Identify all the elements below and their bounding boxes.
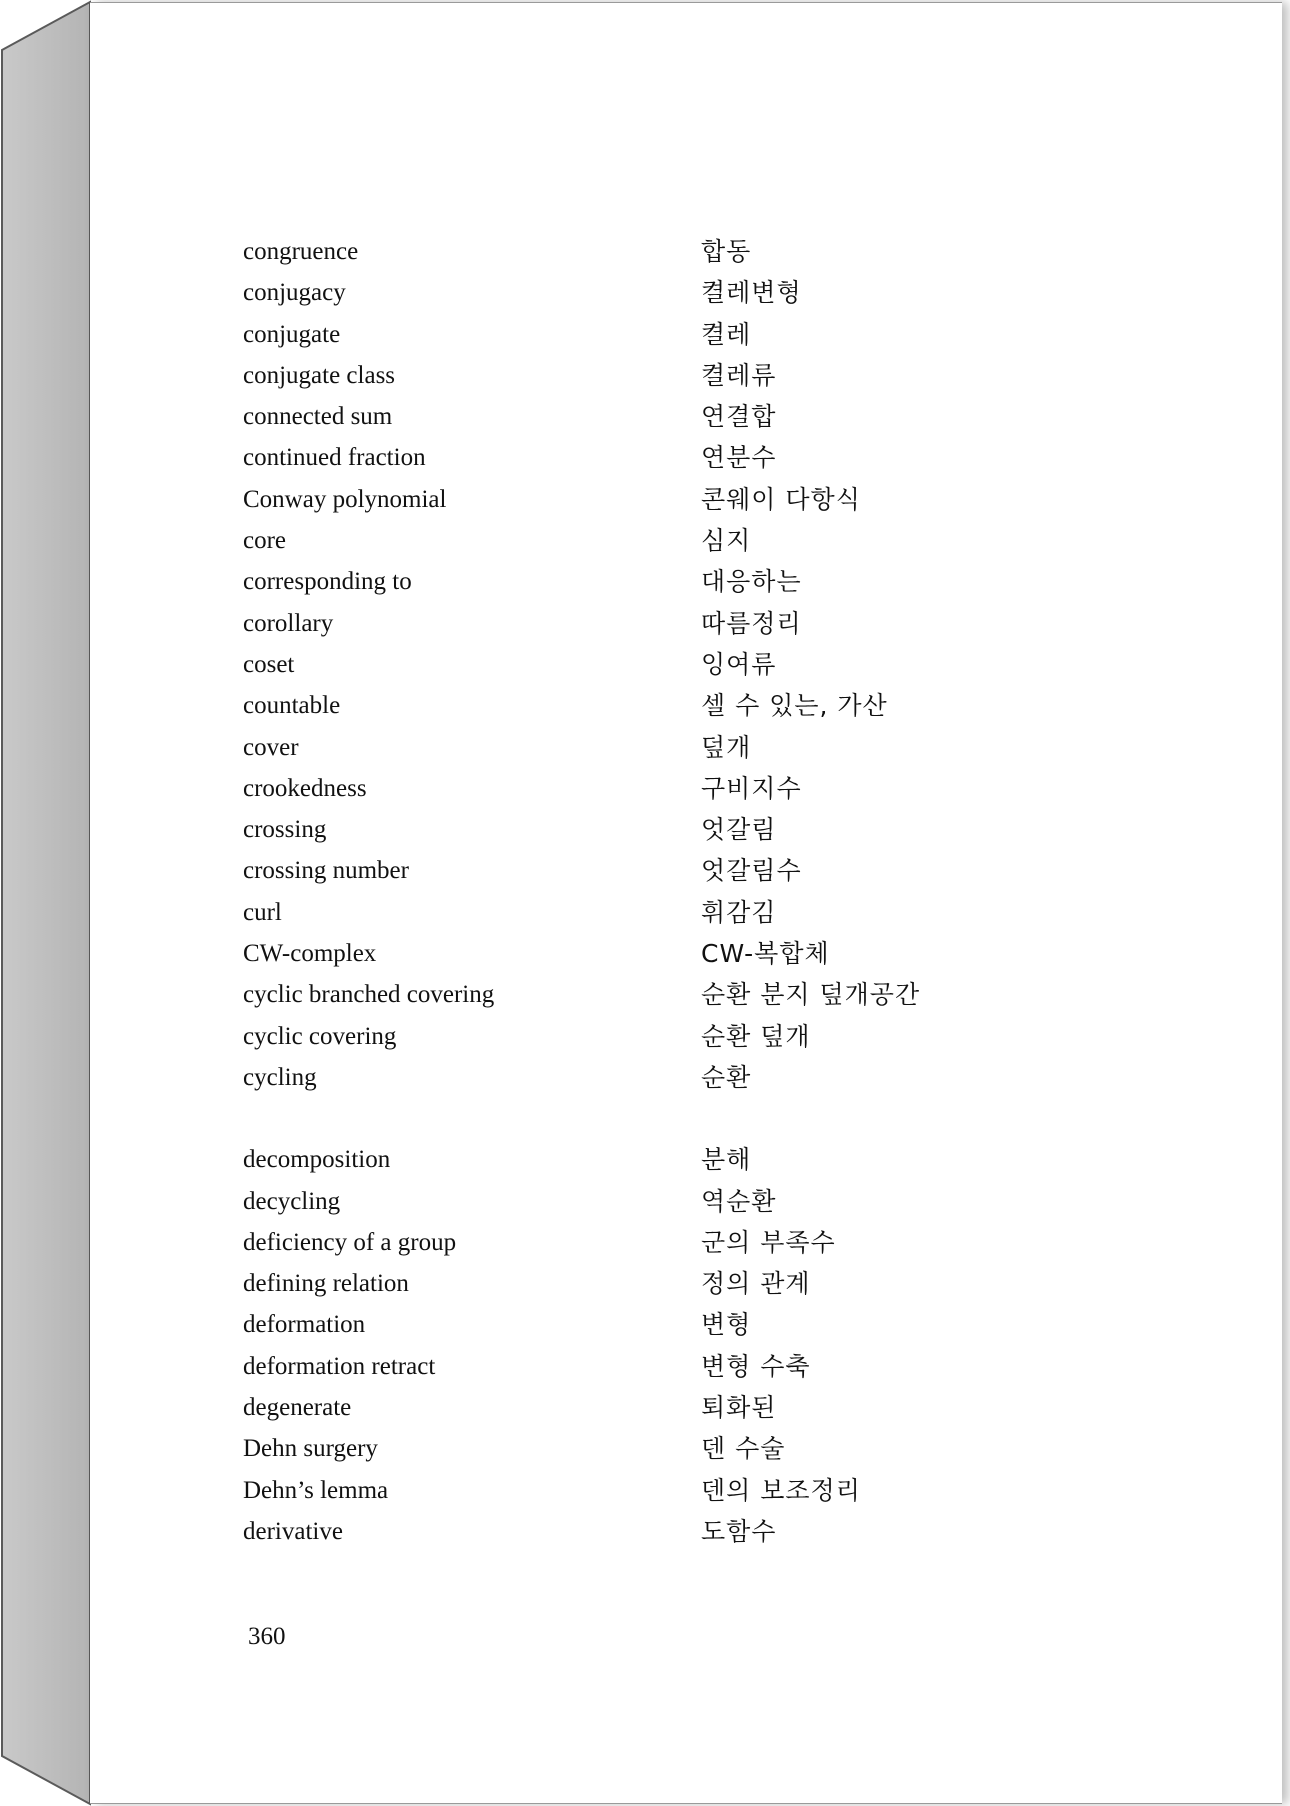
korean-term: CW-복합체	[701, 939, 830, 969]
glossary-entry	[243, 272, 1043, 313]
korean-term: 변형 수축	[701, 1351, 811, 1381]
english-term: crookedness	[243, 774, 367, 802]
glossary-list	[243, 231, 1043, 1552]
glossary-entry	[243, 520, 1043, 561]
english-term: Dehn surgery	[243, 1435, 378, 1463]
korean-term: 켤레변형	[701, 278, 802, 308]
english-term: deformation retract	[243, 1352, 436, 1380]
glossary-entry	[243, 437, 1043, 478]
korean-term: 구비지수	[701, 773, 802, 803]
korean-term: 연분수	[701, 443, 777, 473]
korean-term: 켤레류	[701, 360, 777, 390]
korean-term: 덮개	[701, 732, 752, 762]
english-term: deformation	[243, 1311, 366, 1339]
english-term: cover	[243, 733, 299, 761]
glossary-entry	[243, 727, 1043, 768]
glossary-entry	[243, 1304, 1043, 1345]
korean-term: 덴의 보조정리	[701, 1475, 861, 1505]
glossary-entry	[243, 1428, 1043, 1469]
english-term: crossing	[243, 816, 327, 844]
english-term: degenerate	[243, 1394, 352, 1422]
glossary-entry	[243, 1222, 1043, 1263]
english-term: defining relation	[243, 1270, 409, 1298]
korean-term: 순환	[701, 1062, 752, 1092]
glossary-entry	[243, 231, 1043, 272]
english-term: countable	[243, 692, 341, 720]
korean-term: 엇갈림수	[701, 856, 802, 886]
korean-term: 변형	[701, 1310, 752, 1340]
english-term: corollary	[243, 609, 334, 637]
english-term: congruence	[243, 238, 359, 265]
english-term: core	[243, 527, 287, 555]
korean-term: 콘웨이 다항식	[701, 484, 861, 514]
english-term: Conway polynomial	[243, 485, 447, 513]
english-term: decycling	[243, 1187, 341, 1215]
glossary-entry	[243, 396, 1043, 437]
glossary-entry	[243, 850, 1043, 891]
korean-term: 엇갈림	[701, 815, 777, 845]
english-term: derivative	[243, 1517, 343, 1545]
glossary-entry	[243, 768, 1043, 809]
glossary-entry	[243, 479, 1043, 520]
english-term: CW-complex	[243, 940, 377, 968]
korean-term: 순환 덮개	[701, 1021, 811, 1051]
korean-term: 휘감김	[701, 897, 777, 927]
book-page	[90, 2, 1282, 1804]
korean-term: 연결합	[701, 402, 777, 432]
english-term: connected sum	[243, 403, 393, 431]
english-term: deficiency of a group	[243, 1228, 457, 1256]
korean-term: 군의 부족수	[701, 1227, 836, 1257]
korean-term: 퇴화된	[701, 1393, 777, 1423]
english-term: cyclic covering	[243, 1022, 397, 1050]
glossary-entry	[243, 644, 1043, 685]
english-term: curl	[243, 898, 282, 926]
korean-term: 분해	[701, 1145, 752, 1175]
glossary-entry	[243, 603, 1043, 644]
glossary-entry	[243, 1387, 1043, 1428]
english-term: conjugate class	[243, 361, 396, 389]
korean-term: 합동	[701, 237, 752, 266]
english-term: coset	[243, 650, 295, 678]
page-number: 360	[248, 1623, 286, 1650]
glossary-entry	[243, 1470, 1043, 1511]
korean-term: 역순환	[701, 1186, 777, 1216]
korean-term: 심지	[701, 526, 752, 556]
korean-term: 셀 수 있는, 가산	[701, 691, 888, 721]
korean-term: 잉여류	[701, 649, 777, 679]
korean-term: 정의 관계	[701, 1269, 811, 1299]
english-term: cyclic branched covering	[243, 981, 495, 1009]
glossary-entry	[243, 892, 1043, 933]
glossary-entry	[243, 1057, 1043, 1098]
korean-term: 덴 수술	[701, 1434, 786, 1464]
book-spine	[0, 0, 92, 1806]
glossary-entry	[243, 809, 1043, 850]
glossary-entry	[243, 1263, 1043, 1304]
glossary-entry	[243, 974, 1043, 1015]
english-term: continued fraction	[243, 444, 426, 472]
english-term: corresponding to	[243, 568, 412, 596]
glossary-group-c	[243, 231, 1043, 1098]
glossary-entry	[243, 314, 1043, 355]
english-term: decomposition	[243, 1146, 391, 1174]
glossary-group-d	[243, 1139, 1043, 1552]
english-term: conjugacy	[243, 279, 346, 307]
english-term: conjugate	[243, 320, 341, 348]
glossary-entry	[243, 1511, 1043, 1552]
korean-term: 따름정리	[701, 608, 802, 638]
glossary-entry	[243, 1016, 1043, 1057]
korean-term: 순환 분지 덮개공간	[701, 980, 921, 1010]
glossary-entry	[243, 561, 1043, 602]
korean-term: 도함수	[701, 1516, 777, 1546]
glossary-entry	[243, 933, 1043, 974]
glossary-entry	[243, 685, 1043, 726]
glossary-entry	[243, 1139, 1043, 1180]
english-term: crossing number	[243, 857, 409, 885]
korean-term: 켤레	[701, 319, 752, 349]
glossary-entry	[243, 355, 1043, 396]
english-term: cycling	[243, 1063, 317, 1091]
glossary-entry	[243, 1181, 1043, 1222]
english-term: Dehn’s lemma	[243, 1476, 389, 1504]
korean-term: 대응하는	[701, 567, 802, 597]
glossary-entry	[243, 1346, 1043, 1387]
